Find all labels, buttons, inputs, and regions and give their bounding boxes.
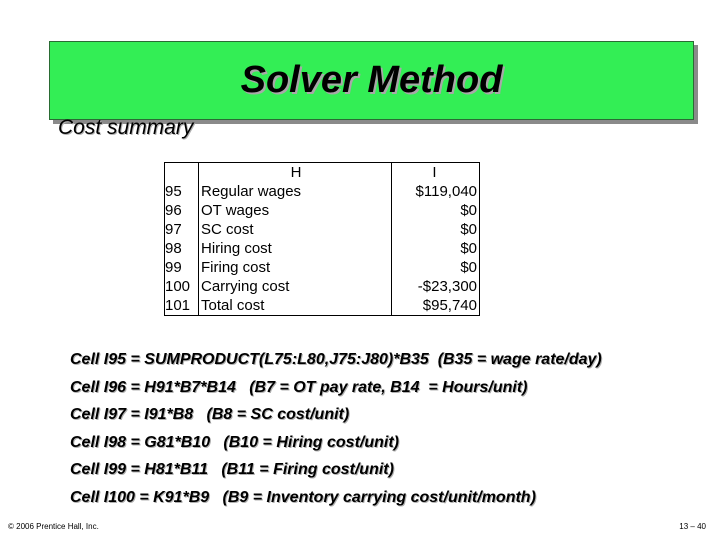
table-row <box>165 239 480 258</box>
cost-value: $0 <box>392 239 480 258</box>
copyright-notice: © 2006 Prentice Hall, Inc. <box>8 522 99 531</box>
table-header-row <box>165 163 480 183</box>
cost-value: $0 <box>392 220 480 239</box>
cost-summary-table <box>164 162 480 316</box>
formula-line: Cell I98 = G81*B10 (B10 = Hiring cost/unit) <box>70 433 399 451</box>
cost-value: $95,740 <box>392 296 480 316</box>
slide-subtitle: Cost summary <box>58 116 194 139</box>
table-row <box>165 182 480 201</box>
table-row <box>165 220 480 239</box>
slide-title: Solver Method <box>240 59 503 101</box>
row-number: 98 <box>165 239 199 258</box>
cost-value: -$23,300 <box>392 277 480 296</box>
cost-value: $0 <box>392 258 480 277</box>
formula-line: Cell I99 = H81*B11 (B11 = Firing cost/unit) <box>70 461 394 478</box>
formula-line: Cell I95 = SUMPRODUCT(L75:L80,J75:J80)*B35 (B35 = wage rate/day) <box>70 351 602 368</box>
cost-label: SC cost <box>199 220 392 239</box>
row-number: 99 <box>165 258 199 277</box>
row-number: 101 <box>165 296 199 316</box>
row-number: 100 <box>165 277 199 296</box>
formula-line: Cell I96 = H91*B7*B14 (B7 = OT pay rate, B14 = Hours/unit) <box>70 378 528 396</box>
cost-label: Firing cost <box>199 258 392 277</box>
title-banner <box>49 41 694 120</box>
row-number: 97 <box>165 220 199 239</box>
page-number: 13 – 40 <box>679 522 706 531</box>
row-number: 96 <box>165 201 199 220</box>
column-h-header: H <box>199 163 392 183</box>
table-row <box>165 296 480 316</box>
formula-list <box>70 346 602 511</box>
formula-line: Cell I97 = I91*B8 (B8 = SC cost/unit) <box>70 406 350 423</box>
table-row <box>165 258 480 277</box>
cost-label: OT wages <box>199 201 392 220</box>
cost-value: $119,040 <box>392 182 480 201</box>
cost-value: $0 <box>392 201 480 220</box>
row-number-header <box>165 163 199 183</box>
cost-label: Regular wages <box>199 182 392 201</box>
row-number: 95 <box>165 182 199 201</box>
cost-label: Carrying cost <box>199 277 392 296</box>
cost-label: Total cost <box>199 296 392 316</box>
formula-line: Cell I100 = K91*B9 (B9 = Inventory carrying cost/unit/month) <box>70 488 536 506</box>
table-row <box>165 201 480 220</box>
column-i-header: I <box>392 163 480 183</box>
cost-label: Hiring cost <box>199 239 392 258</box>
table-row <box>165 277 480 296</box>
